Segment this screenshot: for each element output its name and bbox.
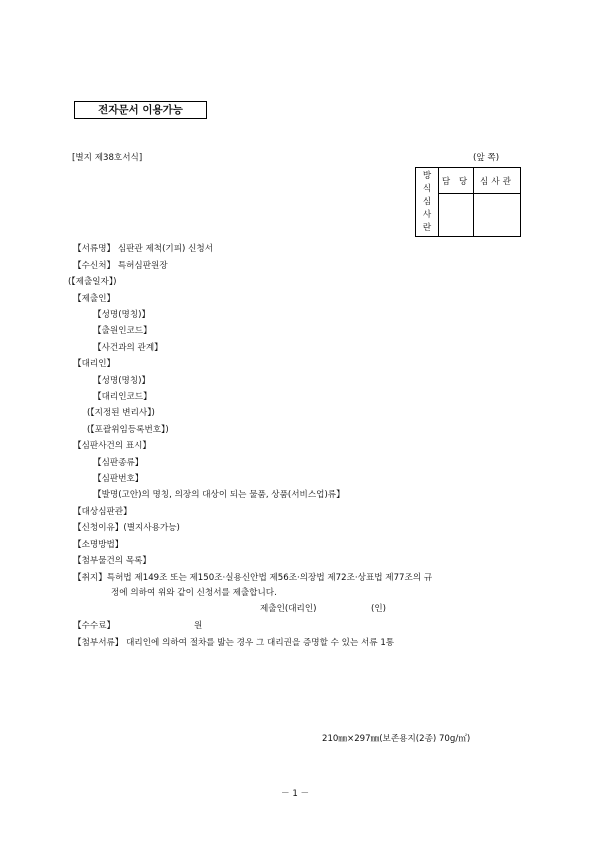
proof-method-line: 【소명방법】 [73, 540, 124, 550]
fee-unit: 원 [194, 621, 203, 631]
purpose-line-2: 정에 의하여 위와 같이 신청서를 제출합니다. [111, 588, 277, 598]
electronic-document-tag: 전자문서 이용가능 [74, 101, 207, 119]
paper-size-note: 210㎜×297㎜(보존용지(2종) 70g/㎡) [322, 734, 471, 744]
general-power-number-line: (【포괄위임등록번호】) [87, 425, 169, 435]
exam-col-in-charge: 담 당 [439, 168, 474, 194]
exam-cell-in-charge [439, 194, 474, 237]
designated-attorney-line: (【지정된 변리사】) [87, 408, 155, 418]
applicant-code-line: 【출원인코드】 [93, 326, 152, 336]
examination-table [415, 167, 521, 237]
fee-label: 【수수료】 [73, 621, 116, 631]
attached-documents-line: 【첨부서류】 대리인에 의하여 절차를 밟는 경우 그 대리권을 증명할 수 있는 서류 1통 [73, 638, 395, 648]
doc-name-line: 【서류명】 심판관 제척(기피) 신청서 [73, 244, 214, 254]
form-reference: [별지 제38호서식] [72, 153, 143, 163]
attachment-list-line: 【첨부물건의 목록】 [73, 556, 152, 566]
agent-line: 【대리인】 [73, 359, 116, 369]
trial-type-line: 【심판종류】 [93, 458, 144, 468]
submitter-line: 【제출인】 [73, 294, 116, 304]
target-judge-line: 【대상심판관】 [73, 507, 132, 517]
exam-col-examiner: 심사관 [474, 168, 521, 194]
recipient-line: 【수신처】 특허심판원장 [73, 261, 168, 271]
page-number: － 1 － [281, 789, 310, 799]
reason-line: 【신청이유】(별지사용가능) [73, 523, 180, 533]
trial-case-line: 【심판사건의 표시】 [73, 441, 152, 451]
submitter-name-line: 【성명(명칭)】 [93, 310, 151, 320]
submission-date-line: (【제출일자】) [68, 277, 117, 287]
invention-title-line: 【발명(고안)의 명칭, 의장의 대상이 되는 물품, 상품(서비스업)류】 [93, 490, 345, 500]
agent-name-line: 【성명(명칭)】 [93, 376, 151, 386]
exam-side-label: 방 식 심 사 란 [416, 168, 439, 237]
signature-label: 제출인(대리인) [260, 604, 317, 614]
case-relation-line: 【사건과의 관계】 [93, 343, 163, 353]
page-side-label: (앞 쪽) [473, 153, 500, 163]
trial-number-line: 【심판번호】 [93, 474, 144, 484]
signature-seal: (인) [371, 604, 387, 614]
exam-cell-examiner [474, 194, 521, 237]
agent-code-line: 【대리인코드】 [93, 392, 152, 402]
purpose-line-1: 【취지】특허법 제149조 또는 제150조·실용신안법 제56조·의장법 제72조·상표법 제77조의 규 [73, 573, 433, 583]
